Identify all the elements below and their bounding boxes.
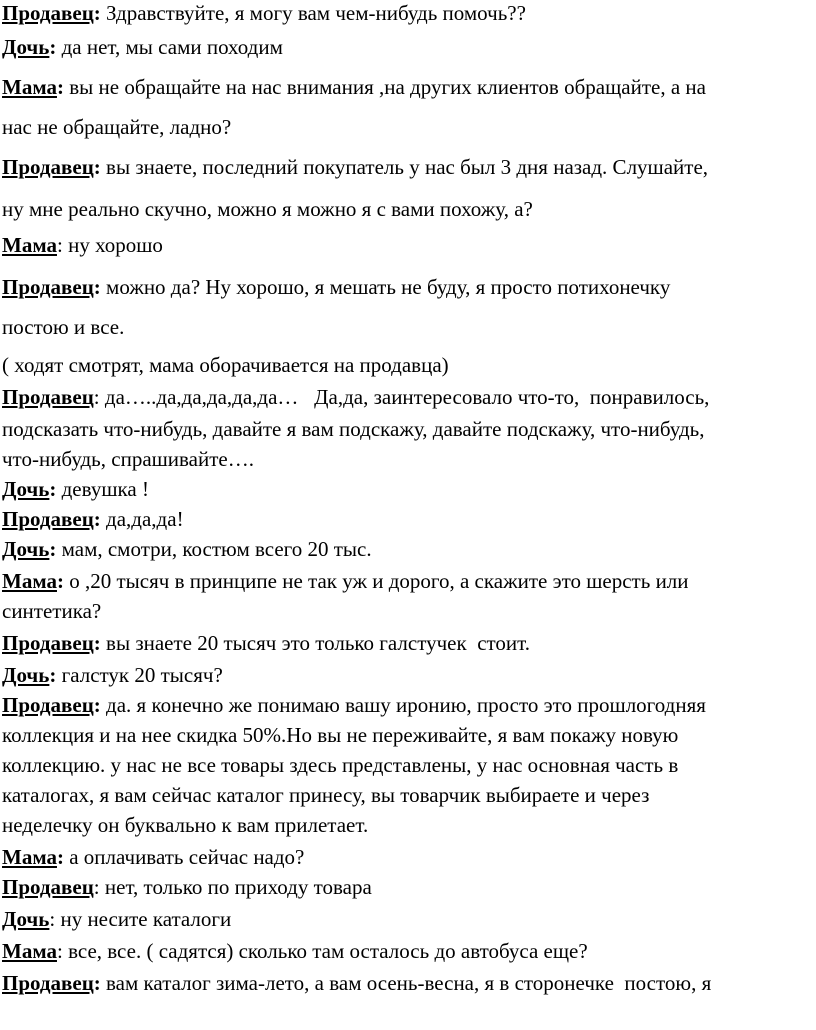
speaker-name: Мама [2,75,57,99]
dialogue-line [2,506,810,532]
dialogue-line [2,536,810,562]
dialogue-line [2,970,810,996]
speaker-separator: : [56,845,64,869]
speaker-name: Продавец [2,275,94,299]
dialogue-line [2,722,810,748]
speaker-separator: : [56,939,63,963]
dialogue-line [2,154,810,180]
dialogue-line [2,662,810,688]
dialogue-text: вы знаете 20 тысяч это только галстучек стоит. [100,631,531,655]
speaker-separator: : [93,385,100,409]
speaker-name: Дочь [2,537,50,561]
dialogue-text: Здравствуйте, я могу вам чем-нибудь помочь?? [100,1,526,25]
speaker-name: Продавец [2,875,94,899]
speaker-separator: : [49,663,57,687]
dialogue-text: ну мне реально скучно, можно я можно я с вами похожу, а? [2,197,533,221]
speaker-name: Продавец [2,693,94,717]
dialogue-line [2,752,810,778]
speaker-name: Продавец [2,507,94,531]
dialogue-text: можно да? Ну хорошо, я мешать не буду, я просто потихонечку [100,275,671,299]
dialogue-line [2,196,810,222]
dialogue-line [2,844,810,870]
dialogue-text: коллекцию. у нас не все товары здесь представлены, у нас основная часть в [2,753,679,777]
dialogue-text: синтетика? [2,599,102,623]
dialogue-line [2,0,810,26]
dialogue-line [2,446,810,472]
speaker-separator: : [93,631,101,655]
speaker-name: Мама [2,939,57,963]
speaker-name: Мама [2,569,57,593]
speaker-name: Мама [2,845,57,869]
dialogue-text: каталогах, я вам сейчас каталог принесу, вы товарчик выбираете и через [2,783,650,807]
dialogue-line [2,812,810,838]
speaker-name: Продавец [2,385,94,409]
speaker-name: Продавец [2,1,94,25]
dialogue-line [2,692,810,718]
dialogue-text: мам, смотри, костюм всего 20 тыс. [56,537,372,561]
speaker-name: Продавец [2,631,94,655]
dialogue-text: постою и все. [2,315,125,339]
speaker-name: Мама [2,233,57,257]
dialogue-text: ну хорошо [62,233,163,257]
dialogue-text: да. я конечно же понимаю вашу иронию, просто это прошлогодняя [100,693,706,717]
speaker-separator: : [49,907,56,931]
speaker-name: Продавец [2,971,94,995]
dialogue-line [2,416,810,442]
speaker-separator: : [49,537,57,561]
dialogue-text: да нет, мы сами походим [56,35,283,59]
dialogue-line [2,598,810,624]
speaker-separator: : [93,507,101,531]
dialogue-text: что-нибудь, спрашивайте…. [2,447,254,471]
dialogue-text: девушка ! [56,477,149,501]
dialogue-text: нас не обращайте, ладно? [2,115,232,139]
dialogue-line [2,384,810,410]
dialogue-line [2,476,810,502]
speaker-separator: : [93,875,100,899]
dialogue-line [2,352,810,378]
dialogue-line [2,568,810,594]
dialogue-text: а оплачивать сейчас надо? [63,845,305,869]
dialogue-text: вам каталог зима-лето, а вам осень-весна, я в сторонечке постою, я [100,971,712,995]
speaker-separator: : [49,477,57,501]
dialogue-text: ну несите каталоги [55,907,232,931]
speaker-name: Дочь [2,477,50,501]
speaker-separator: : [93,971,101,995]
dialogue-line [2,938,810,964]
dialogue-text: о ,20 тысяч в принципе не так уж и дорого, а скажите это шерсть или [63,569,689,593]
dialogue-line [2,314,810,340]
dialogue-text: да…..да,да,да,да,да… Да,да, заинтересовало что-то, понравилось, [99,385,710,409]
dialogue-text: неделечку он буквально к вам прилетает. [2,813,369,837]
speaker-separator: : [56,75,64,99]
dialogue-text: да,да,да! [100,507,184,531]
speaker-separator: : [56,233,63,257]
speaker-separator: : [93,693,101,717]
speaker-separator: : [56,569,64,593]
dialogue-text: галстук 20 тысяч? [56,663,223,687]
speaker-separator: : [49,35,57,59]
dialogue-line [2,782,810,808]
dialogue-text: все, все. ( садятся) сколько там осталось до автобуса еще? [62,939,588,963]
dialogue-line [2,630,810,656]
dialogue-line [2,906,810,932]
dialogue-text: ( ходят смотрят, мама оборачивается на продавца) [2,353,449,377]
dialogue-line [2,232,810,258]
speaker-separator: : [93,155,101,179]
dialogue-line [2,114,810,140]
speaker-separator: : [93,275,101,299]
dialogue-text: вы не обращайте на нас внимания ,на других клиентов обращайте, а на [63,75,706,99]
dialogue-line [2,874,810,900]
dialogue-text: коллекция и на нее скидка 50%.Но вы не переживайте, я вам покажу новую [2,723,679,747]
speaker-name: Дочь [2,35,50,59]
speaker-separator: : [93,1,101,25]
dialogue-text: нет, только по приходу товара [99,875,372,899]
dialogue-text: вы знаете, последний покупатель у нас был 3 дня назад. Слушайте, [100,155,709,179]
speaker-name: Дочь [2,907,50,931]
dialogue-line [2,74,810,100]
speaker-name: Продавец [2,155,94,179]
dialogue-line [2,34,810,60]
speaker-name: Дочь [2,663,50,687]
dialogue-line [2,274,810,300]
dialogue-text: подсказать что-нибудь, давайте я вам подскажу, давайте подскажу, что-нибудь, [2,417,705,441]
